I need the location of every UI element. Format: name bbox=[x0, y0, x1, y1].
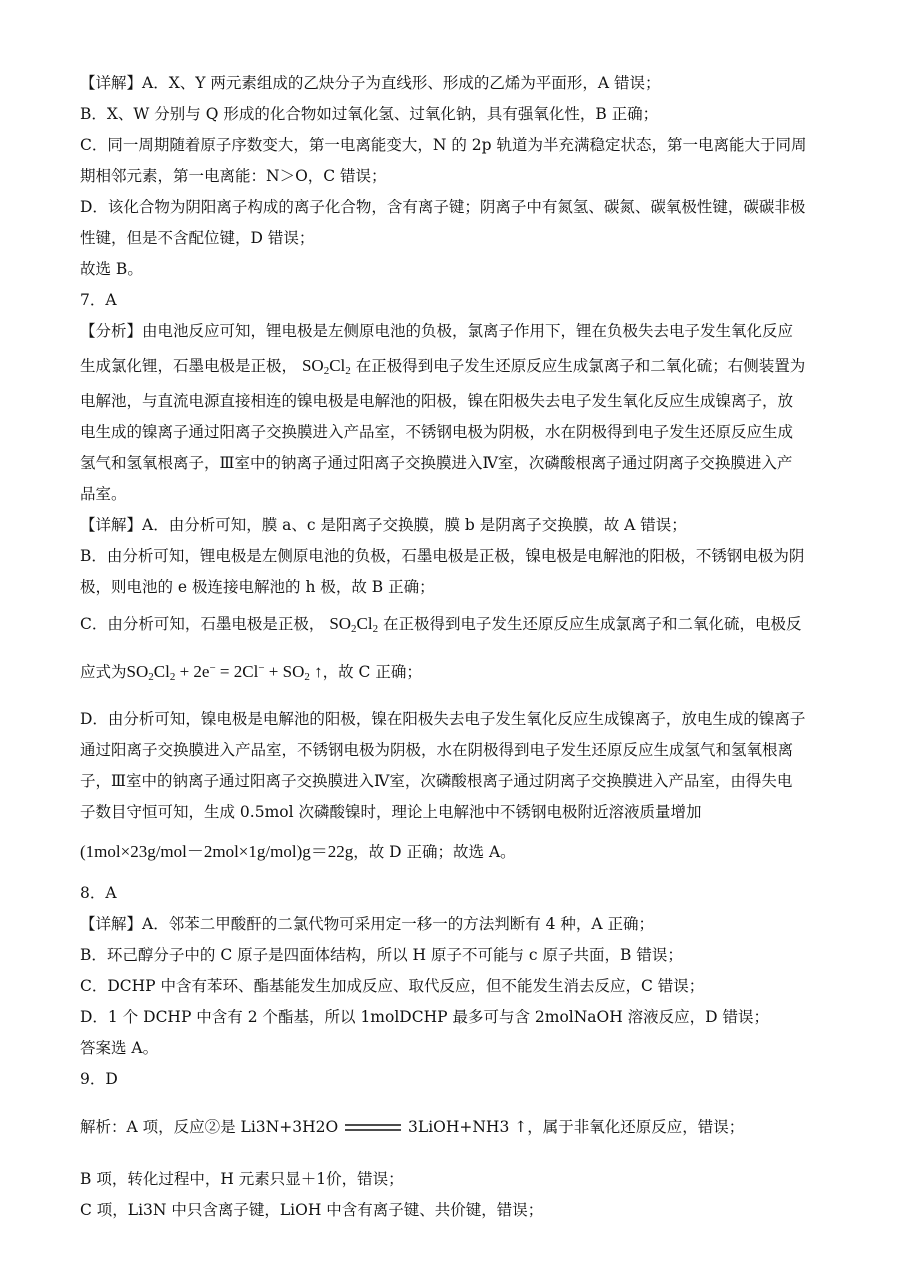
text-line: 故选 B。 bbox=[80, 260, 143, 278]
text-segment: ，故 C 正确； bbox=[322, 663, 422, 681]
text-segment: ，故 D 正确；故选 A。 bbox=[353, 843, 516, 861]
formula-so2cl2: $SO_2Cl_2$ bbox=[301, 356, 351, 377]
text-segment: 3LiOH+NH3 ↑，属于非氧化还原反应，错误； bbox=[408, 1118, 745, 1136]
text-line: B．由分析可知，锂电极是左侧原电池的负极，石墨电极是正极，镍电极是电解池的阳极，不锈钢电极为阴 bbox=[80, 547, 805, 565]
text-segment: 在正极得到电子发生还原反应生成氯离子和二氧化硫；右侧装置为 bbox=[355, 357, 806, 375]
text-line: B．环己醇分子中的 C 原子是四面体结构，所以 H 原子不可能与 c 原子共面，B 错误； bbox=[80, 946, 683, 964]
text-line: 电解池，与直流电源直接相连的镍电极是电解池的阳极，镍在阳极失去电子发生氧化反应生成镍离子，放 bbox=[80, 392, 794, 410]
question-number: 9．D bbox=[80, 1070, 118, 1088]
text-line: B 项，转化过程中，H 元素只显＋1价，错误； bbox=[80, 1170, 404, 1188]
text-line: B．X、W 分别与 Q 形成的化合物如过氧化氢、过氧化钠，具有强氧化性，B 正确； bbox=[80, 105, 659, 123]
text-line: 通过阳离子交换膜进入产品室，不锈钢电极为阴极，水在阴极得到电子发生还原反应生成氢气和氢氧根离 bbox=[80, 741, 794, 759]
text-line: 子数目守恒可知，生成 0.5mol 次磷酸镍时，理论上电解池中不锈钢电极附近溶液质量增加 bbox=[80, 803, 702, 821]
text-line-with-formula bbox=[80, 841, 516, 863]
text-line-with-formula bbox=[80, 355, 805, 377]
text-segment: C．由分析可知，石墨电极是正极， bbox=[80, 615, 325, 633]
equals-sign-icon bbox=[345, 1123, 401, 1133]
text-line: D．该化合物为阴阳离子构成的离子化合物，含有离子键；阴离子中有氮氢、碳氮、碳氧极性键，碳碳非极 bbox=[80, 198, 806, 216]
mass-calculation-formula: (1mol×23g/mol－2mol×1g/mol)g＝22g bbox=[80, 842, 354, 861]
text-line: 性键，但是不含配位键，D 错误； bbox=[80, 229, 315, 247]
text-segment: 应式为 bbox=[80, 663, 127, 681]
text-line: C．DCHP 中含有苯环、酯基能发生加成反应、取代反应，但不能发生消去反应，C 错误； bbox=[80, 977, 705, 995]
text-line: C．同一周期随着原子序数变大，第一电离能变大，N 的 2p 轨道为半充满稳定状态，第一电离能大于同周 bbox=[80, 136, 807, 154]
text-line: 极，则电池的 e 极连接电解池的 h 极，故 B 正确； bbox=[80, 578, 435, 596]
text-line: 【详解】A．由分析可知，膜 a、c 是阳离子交换膜，膜 b 是阴离子交换膜，故 A 错误； bbox=[80, 516, 687, 534]
question-number: 8．A bbox=[80, 884, 117, 902]
text-line: 【详解】A．X、Y 两元素组成的乙炔分子为直线形、形成的乙烯为平面形，A 错误； bbox=[80, 74, 661, 92]
text-line: 品室。 bbox=[80, 485, 127, 503]
text-segment: 解析：A 项，反应②是 Li3N+3H2O bbox=[80, 1118, 339, 1136]
text-line: D．1 个 DCHP 中含有 2 个酯基，所以 1molDCHP 最多可与含 2molNaOH 溶液反应，D 错误； bbox=[80, 1008, 770, 1026]
formula-so2cl2: $SO_2Cl_2$ bbox=[329, 614, 379, 635]
electrode-equation: $SO_2Cl_2 + 2e^- = 2Cl^- + SO_2$ ↑ bbox=[126, 662, 323, 683]
text-line: D．由分析可知，镍电极是电解池的阳极，镍在阳极失去电子发生氧化反应生成镍离子，放电生成的镍离子 bbox=[80, 710, 806, 728]
text-line: 答案选 A。 bbox=[80, 1039, 159, 1057]
text-line: 子，Ⅲ室中的钠离子通过阳离子交换膜进入Ⅳ室，次磷酸根离子通过阴离子交换膜进入产品室，由得失电 bbox=[80, 772, 793, 790]
text-line: 氢气和氢氧根离子，Ⅲ室中的钠离子通过阳离子交换膜进入Ⅳ室，次磷酸根离子通过阴离子交换膜进入产 bbox=[80, 454, 793, 472]
text-line-with-equation bbox=[80, 661, 422, 683]
text-segment: 在正极得到电子发生还原反应生成氯离子和二氧化硫，电极反 bbox=[383, 615, 802, 633]
text-line: 【分析】由电池反应可知，锂电极是左侧原电池的负极，氯离子作用下，锂在负极失去电子发生氧化反应 bbox=[80, 322, 794, 340]
text-line: C 项，Li3N 中只含离子键，LiOH 中含有离子键、共价键，错误； bbox=[80, 1201, 544, 1219]
question-number: 7．A bbox=[80, 291, 117, 309]
text-line-with-equation bbox=[80, 1116, 744, 1138]
text-line-with-formula bbox=[80, 613, 802, 635]
text-segment: 生成氯化锂，石墨电极是正极， bbox=[80, 357, 298, 375]
text-line: 【详解】A．邻苯二甲酸酐的二氯代物可采用定一移一的方法判断有 4 种，A 正确； bbox=[80, 915, 655, 933]
text-line: 电生成的镍离子通过阳离子交换膜进入产品室，不锈钢电极为阴极，水在阴极得到电子发生还原反应生成 bbox=[80, 423, 794, 441]
text-line: 期相邻元素，第一电离能：N＞O，C 错误； bbox=[80, 167, 387, 185]
